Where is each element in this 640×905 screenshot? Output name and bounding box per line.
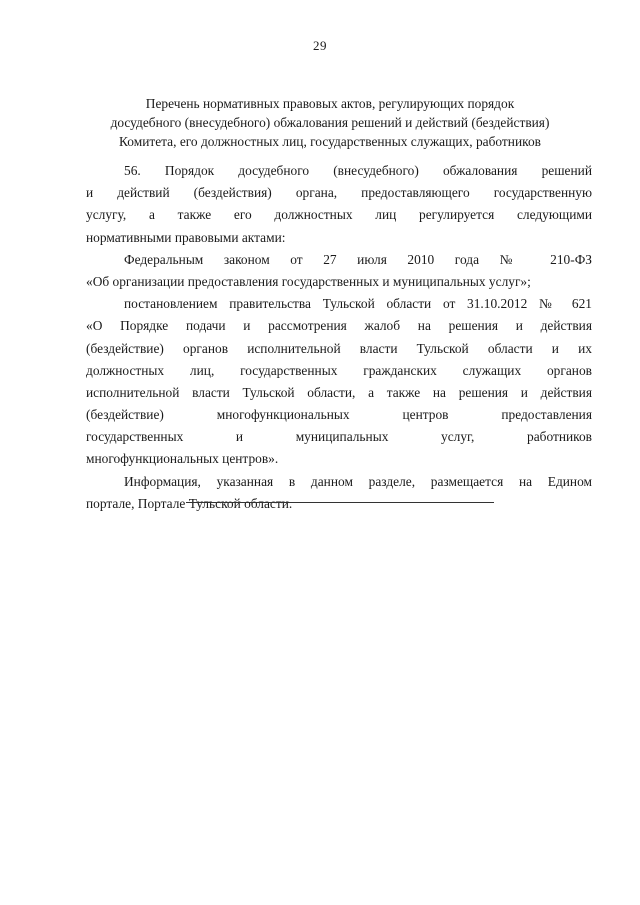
paragraph-line: постановлением правительства Тульской области от 31.10.2012 № 621 — [124, 296, 592, 312]
body-text — [86, 160, 592, 515]
heading-line: досудебного (внесудебного) обжалования решений и действий (бездействия) — [110, 115, 550, 130]
paragraph-line: (бездействие) органов исполнительной власти Тульской области и их — [86, 340, 592, 356]
paragraph-line: 56. Порядок досудебного (внесудебного) обжалования решений — [124, 163, 592, 178]
section-heading — [60, 94, 600, 151]
heading-line: Перечень нормативных правовых актов, регулирующих порядок — [145, 96, 515, 111]
end-divider-line — [186, 502, 494, 503]
paragraph-line: Информация, указанная в данном разделе, размещается на Едином — [124, 473, 592, 489]
page-number: 29 — [313, 38, 327, 53]
paragraph-line: исполнительной власти Тульской области, а также на решения и действия — [86, 384, 592, 400]
paragraph-line: «О Порядке подачи и рассмотрения жалоб на решения и действия — [86, 318, 592, 334]
paragraph-line: многофункциональных центров». — [86, 451, 279, 467]
paragraph-line: государственных и муниципальных услуг, работников — [86, 429, 592, 445]
paragraph-line: нормативными правовыми актами: — [86, 229, 286, 245]
paragraph-line: Федеральным законом от 27 июля 2010 года № 210-ФЗ — [124, 251, 592, 267]
paragraph-line: «Об организации предоставления государственных и муниципальных услуг»; — [86, 273, 531, 289]
heading-line: Комитета, его должностных лиц, государственных служащих, работников — [119, 134, 541, 149]
paragraph-line: услугу, а также его должностных лиц регулируется следующими — [86, 207, 592, 223]
paragraph-line: должностных лиц, государственных гражданских служащих органов — [86, 362, 592, 378]
paragraph-line: и действий (бездействия) органа, предоставляющего государственную — [86, 185, 592, 201]
paragraph-line: (бездействие) многофункциональных центров предоставления — [86, 407, 592, 423]
paragraph-line: портале, Портале Тульской области. — [86, 495, 293, 511]
